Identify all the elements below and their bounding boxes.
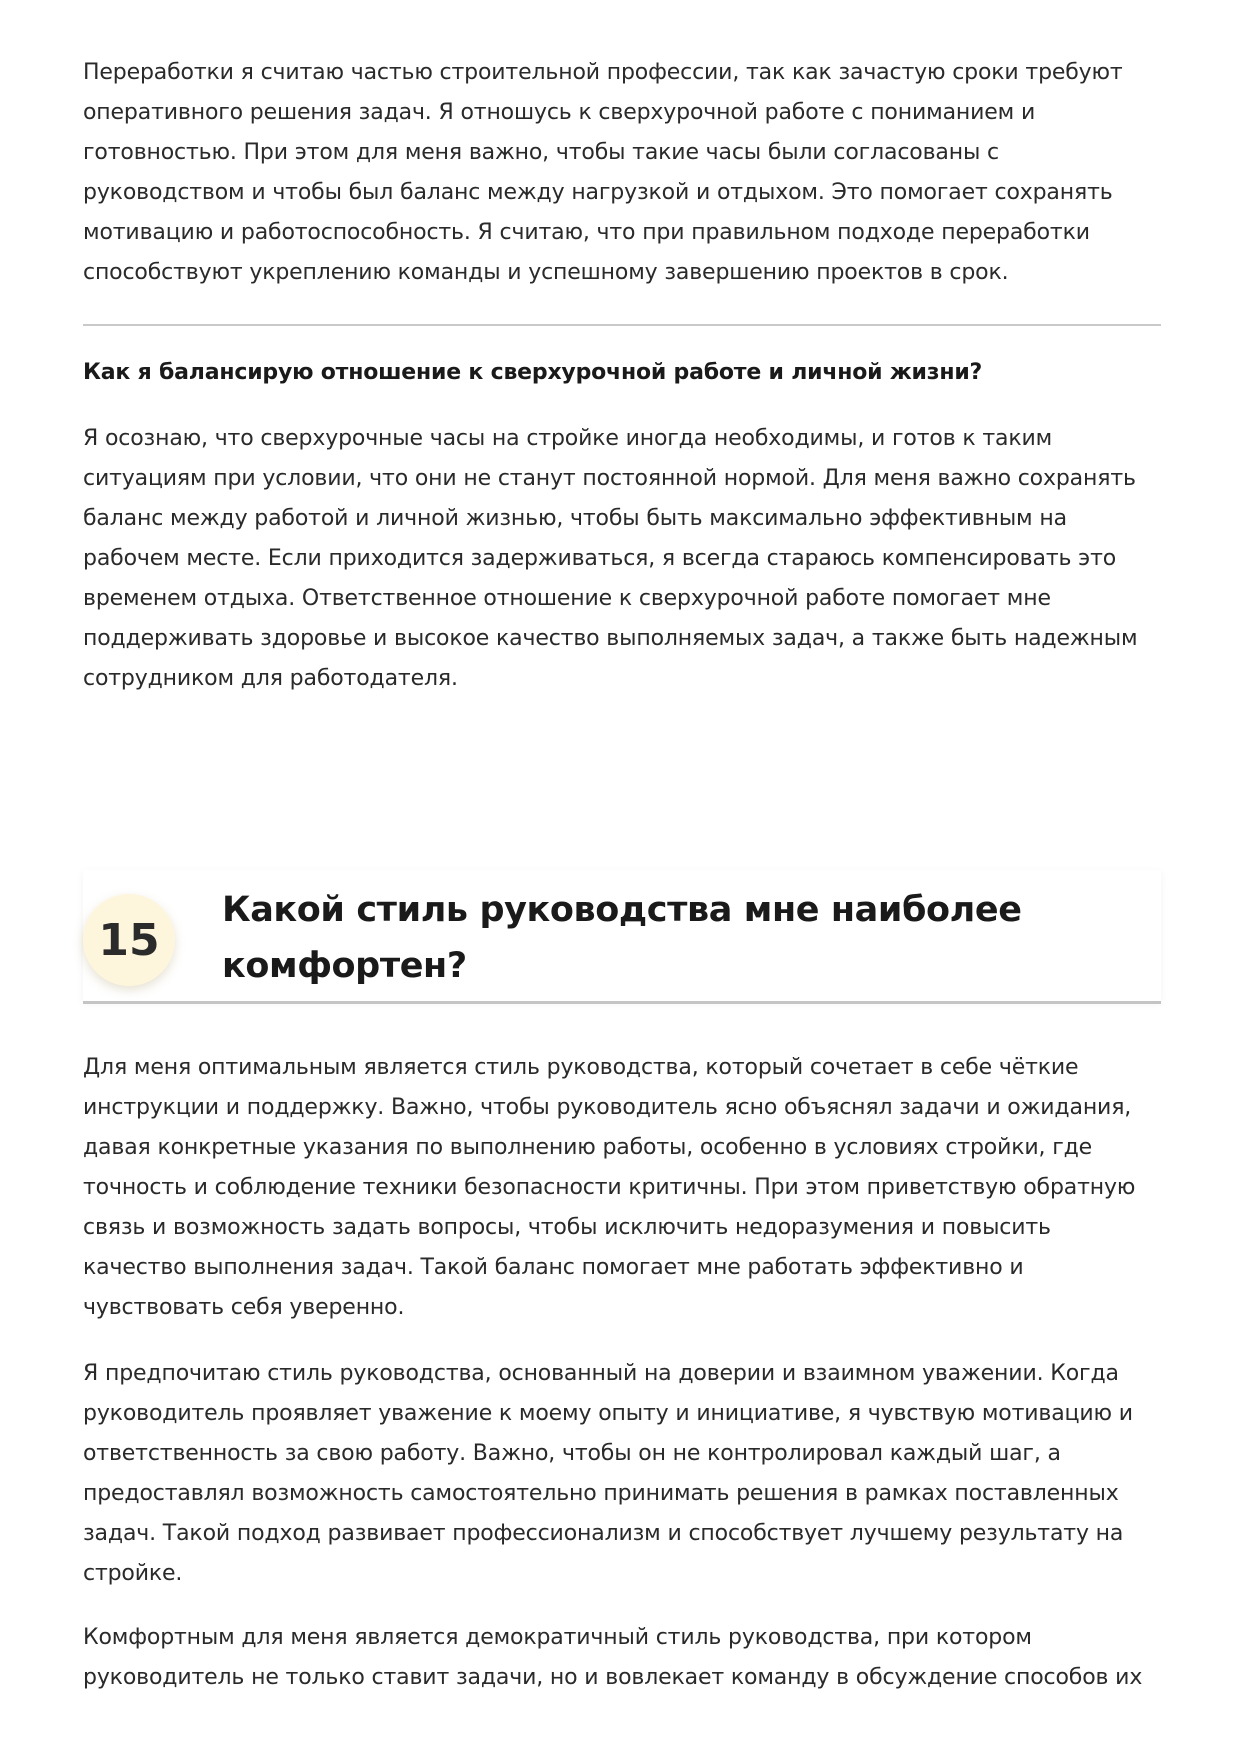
question-answer-paragraph: Я осознаю, что сверхурочные часы на стройке иногда необходимы, и готов к таким ситуациям при условии, что они не станут постоянной нормой. Для меня важно сохранять баланс между работой и личной жизнью, чтобы быть максимально эффективным на рабочем месте. Если приходится задерживаться, я всегда стараюсь компенсировать это временем отдыха. Ответственное отношение к сверхурочной работе помогает мне поддерживать здоровье и высокое качество выполняемых задач, а также быть надежным сотрудником для работодателя.: [83, 426, 1138, 691]
section-divider: [83, 324, 1161, 326]
section-paragraph-3: Комфортным для меня является демократичный стиль руководства, при котором руководитель не только ставит задачи, но и вовлекает команду в обсуждение способов их: [83, 1625, 1143, 1690]
intro-paragraph: Переработки я считаю частью строительной профессии, так как зачастую сроки требуют оперативного решения задач. Я отношусь к сверхурочной работе с пониманием и готовностью. При этом для меня важно, чтобы такие часы были согласованы с руководством и чтобы был баланс между нагрузкой и отдыхом. Это помогает сохранять мотивацию и работоспособность. Я считаю, что при правильном подходе переработки способствуют укреплению команды и успешному завершению проектов в срок.: [83, 60, 1123, 285]
question-heading: Как я балансирую отношение к сверхурочной работе и личной жизни?: [83, 360, 983, 385]
section-paragraph-1: Для меня оптимальным является стиль руководства, который сочетает в себе чёткие инструкции и поддержку. Важно, чтобы руководитель ясно объяснял задачи и ожидания, давая конкретные указания по выполнению работы, особенно в условиях стройки, где точность и соблюдение техники безопасности критичны. При этом приветствую обратную связь и возможность задать вопросы, чтобы исключить недоразумения и повысить качество выполнения задач. Такой баланс помогает мне работать эффективно и чувствовать себя уверенно.: [83, 1055, 1136, 1320]
section-number-badge: 15: [83, 894, 175, 986]
section-paragraph-2: Я предпочитаю стиль руководства, основанный на доверии и взаимном уважении. Когда руководитель проявляет уважение к моему опыту и инициативе, я чувствую мотивацию и ответственность за свою работу. Важно, чтобы он не контролировал каждый шаг, а предоставлял возможность самостоятельно принимать решения в рамках поставленных задач. Такой подход развивает профессионализм и способствует лучшему результату на стройке.: [83, 1361, 1133, 1586]
section-header: [83, 870, 1161, 1002]
section-title: Какой стиль руководства мне наиболее комфортен?: [222, 890, 1022, 986]
section-header-underline: [83, 1001, 1161, 1004]
